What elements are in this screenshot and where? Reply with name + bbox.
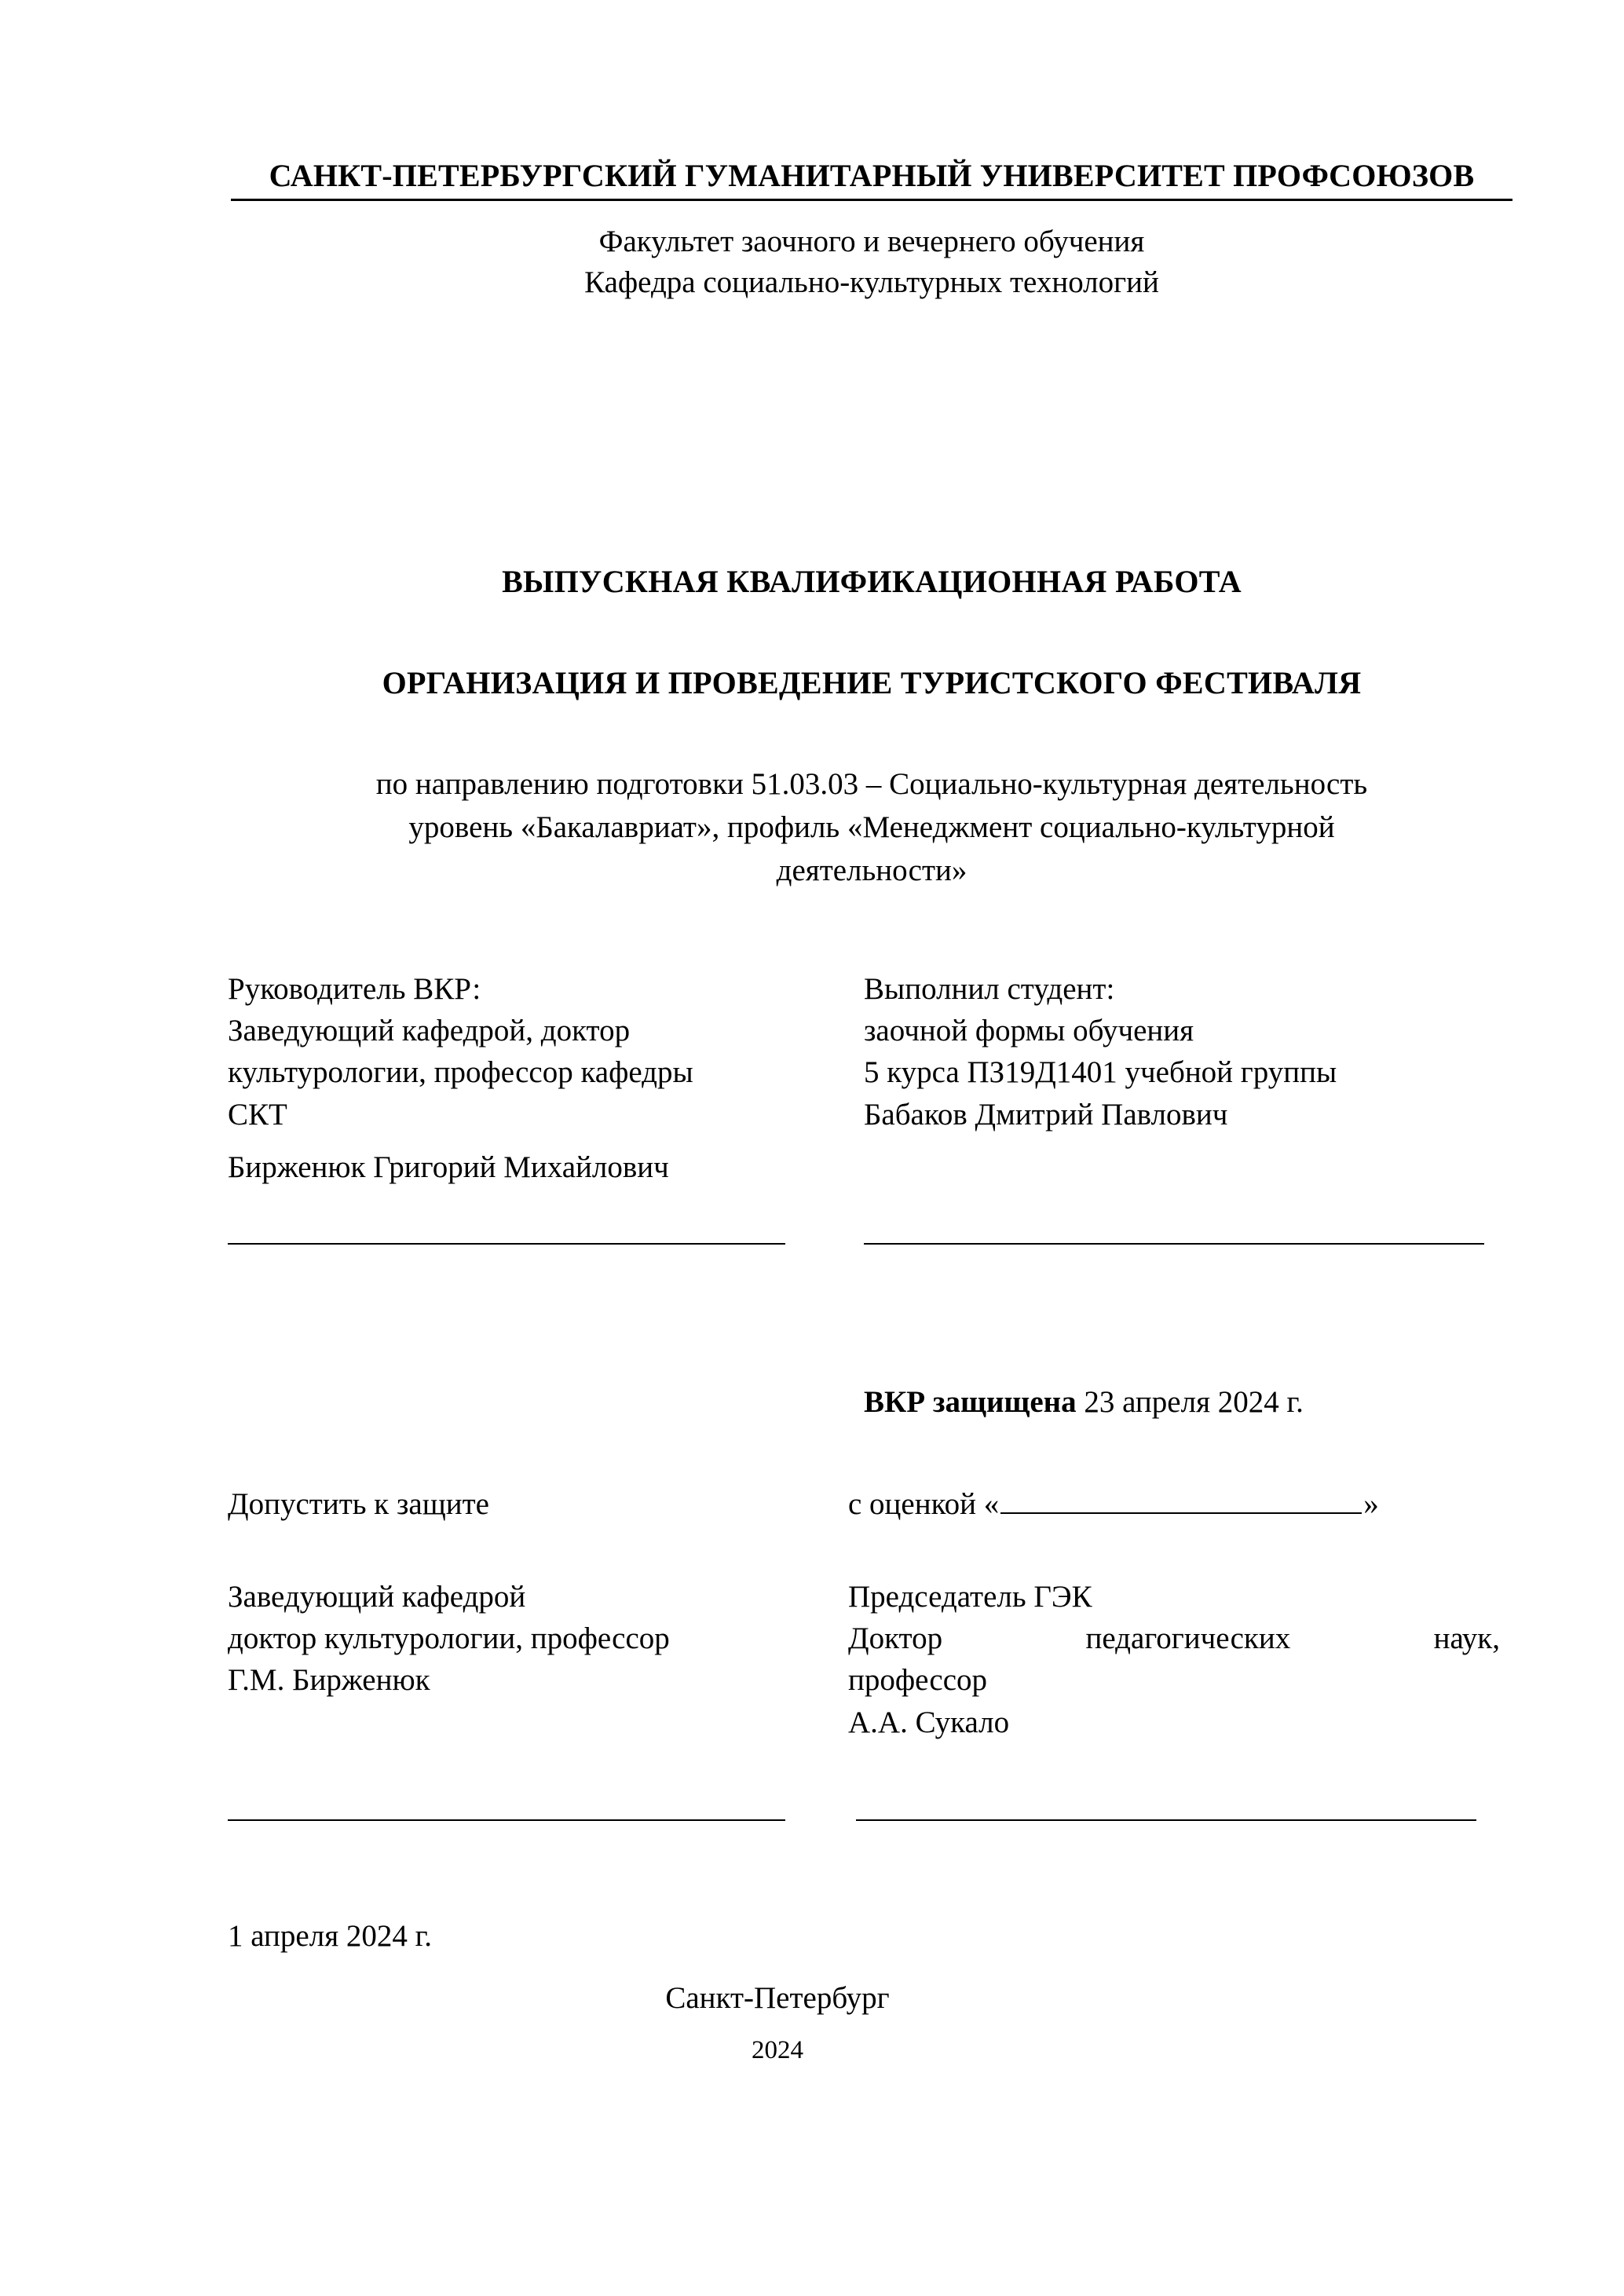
gek-signature-line xyxy=(856,1819,1476,1821)
gek-line-4: А.А. Сукало xyxy=(848,1705,1010,1739)
student-signature-line xyxy=(864,1243,1484,1245)
student-form: заочной формы обучения xyxy=(864,1014,1194,1048)
student-group: 5 курса ПЗ19Д1401 учебной группы xyxy=(864,1055,1337,1090)
faculty-name: Факультет заочного и вечернего обучения xyxy=(598,225,1145,258)
direction-line-2: уровень «Бакалавриат», профиль «Менеджмент социально-культурной xyxy=(408,810,1335,844)
supervisor-role: Руководитель ВКР: xyxy=(228,971,481,1006)
supervisor-position-line-2: культурологии, профессор кафедры xyxy=(228,1055,693,1090)
grade-field xyxy=(848,1486,1379,1522)
admit-label: Допустить к защите xyxy=(228,1486,489,1521)
direction-line-3: деятельности» xyxy=(776,854,967,888)
year-value: 2024 xyxy=(752,2035,803,2064)
supervisor-position-line-3: СКТ xyxy=(228,1097,287,1132)
signature-lines-bottom xyxy=(228,1819,1516,1874)
grade-prefix: с оценкой « xyxy=(848,1486,1000,1521)
direction-block xyxy=(228,762,1516,893)
grade-suffix: » xyxy=(1363,1486,1379,1521)
university-name: САНКТ-ПЕТЕРБУРГСКИЙ ГУМАНИТАРНЫЙ УНИВЕРСИТЕТ ПРОФСОЮЗОВ xyxy=(269,158,1475,193)
department-name: Кафедра социально-культурных технологий xyxy=(584,265,1159,300)
signature-columns xyxy=(228,968,1516,1235)
defense-info xyxy=(864,1384,1304,1420)
defense-label: ВКР защищена xyxy=(864,1384,1077,1419)
defense-row xyxy=(228,1384,1516,1439)
head-of-department-block xyxy=(228,1576,809,1702)
supervisor-name: Бирженюк Григорий Михайлович xyxy=(228,1150,669,1185)
grade-blank-line xyxy=(1000,1492,1362,1514)
approval-people-row xyxy=(228,1576,1516,1772)
admission-row xyxy=(228,1486,1516,1541)
defense-date: 23 апреля 2024 г. xyxy=(1084,1384,1304,1419)
head-line-2: доктор культурологии, профессор xyxy=(228,1621,670,1656)
document-date: 1 апреля 2024 г. xyxy=(228,1918,432,1953)
student-name: Бабаков Дмитрий Павлович xyxy=(864,1097,1228,1132)
student-role: Выполнил студент: xyxy=(864,971,1115,1006)
supervisor-signature-line xyxy=(228,1243,785,1245)
signature-lines-top xyxy=(228,1243,1516,1298)
supervisor-position-line-1: Заведующий кафедрой, доктор xyxy=(228,1014,631,1048)
header-divider xyxy=(231,199,1512,201)
city-name: Санкт-Петербург xyxy=(665,1980,890,2015)
gek-line-3: профессор xyxy=(848,1663,988,1698)
work-type-heading: ВЫПУСКНАЯ КВАЛИФИКАЦИОННАЯ РАБОТА xyxy=(502,563,1242,599)
head-line-3: Г.М. Бирженюк xyxy=(228,1663,430,1698)
work-title-heading: ОРГАНИЗАЦИЯ И ПРОВЕДЕНИЕ ТУРИСТСКОГО ФЕСТИВАЛЯ xyxy=(382,664,1362,700)
gek-line-2: Доктор педагогических наук, xyxy=(848,1621,1500,1656)
direction-line-1: по направлению подготовки 51.03.03 – Социально-культурная деятельность xyxy=(375,766,1368,801)
gek-chairman-block xyxy=(848,1576,1500,1744)
gek-line-1: Председатель ГЭК xyxy=(848,1579,1092,1614)
head-line-1: Заведующий кафедрой xyxy=(228,1579,526,1614)
supervisor-block xyxy=(228,968,825,1189)
document-content xyxy=(228,0,1516,2065)
head-signature-line xyxy=(228,1819,785,1821)
student-block xyxy=(864,968,1492,1136)
